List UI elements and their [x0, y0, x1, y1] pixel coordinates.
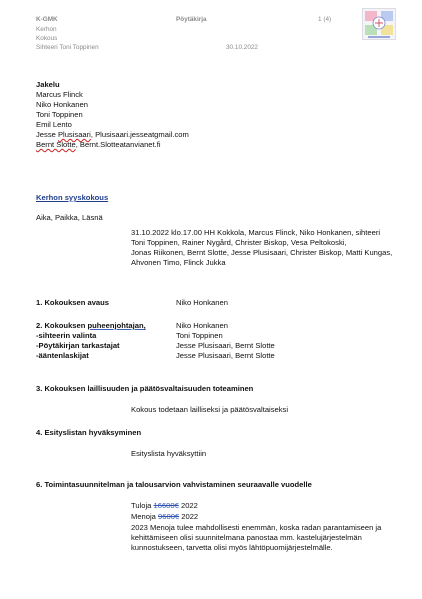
club-logo [362, 8, 396, 40]
item2-value: Niko Honkanen [176, 321, 228, 330]
header-secretary: Sihteeri Toni Toppinen [36, 44, 99, 51]
meeting-line4: Ahvonen Timo, Flinck Jukka [131, 258, 226, 267]
meeting-place-label: Aika, Paikka, Läsnä [36, 213, 103, 222]
item2-sub1-value: Toni Toppinen [176, 331, 223, 340]
header-line3: Kokous [36, 35, 58, 42]
meeting-line3: Jonas Riikonen, Bernt Slotte, Jesse Plusisaari, Christer Biskop, Matti Kungas, [131, 248, 393, 257]
item3-title: 3. Kokouksen laillisuuden ja päätösvaltaisuuden toteaminen [36, 384, 254, 393]
item6-title: 6. Toimintasuunnitelman ja talousarvion vahvistaminen seuraavalle vuodelle [36, 480, 312, 489]
item2-sub1: -sihteerin valinta [36, 331, 97, 340]
item2-sub2-value: Jesse Plusisaari, Bernt Slotte [176, 341, 275, 350]
distribution-name: Emil Lento [36, 120, 72, 129]
item6-note-line2: kehittämiseen olisi suunnitelmana panostaa mm. kastelujärjestelmän [131, 533, 362, 542]
item6-note-line3: kunnostukseen, tarvetta olisi myös lähtöpuomijärjestelmälle. [131, 543, 333, 552]
meeting-line1: 31.10.2022 klo.17.00 HH Kokkola, Marcus Flinck, Niko Honkanen, sihteeri [131, 228, 381, 237]
header-org: K-GMK [36, 16, 58, 23]
item2-sub3: -ääntenlaskijat [36, 351, 89, 360]
distribution-name: Marcus Flinck [36, 90, 83, 99]
item1-title: 1. Kokouksen avaus [36, 298, 110, 307]
distribution-jesse: Jesse Plusisaari, Plusisaari.jesseatgmail.com [36, 130, 189, 139]
item3-value: Kokous todetaan lailliseksi ja päätösvaltaiseksi [131, 405, 289, 414]
distribution-heading: Jakelu [36, 80, 60, 89]
meeting-title: Kerhon syyskokous [36, 193, 109, 202]
distribution-bernt: Bernt Slotte, Bernt.Slotteatanvianet.fi [36, 140, 161, 149]
item6-note-line1: 2023 Menoja tulee mahdollisesti enemmän, koska radan parantamiseen ja [131, 523, 382, 532]
item4-title: 4. Esityslistan hyväksyminen [36, 428, 142, 437]
item6-menoja: Menoja 9600€ 2022 [131, 512, 199, 521]
item2-title: 2. Kokouksen puheenjohtajan, [36, 321, 146, 330]
item6-tuloja: Tuloja 16600€ 2022 [131, 501, 198, 510]
header-date: 30.10.2022 [226, 44, 258, 51]
item4-value: Esityslista hyväksyttiin [131, 449, 207, 458]
distribution-name: Niko Honkanen [36, 100, 88, 109]
distribution-name: Toni Toppinen [36, 110, 83, 119]
meeting-line2: Toni Toppinen, Rainer Nygård, Christer Biskop, Vesa Peltokoski, [131, 238, 347, 247]
header-doc-type: Pöytäkirja [176, 16, 207, 23]
header-page-number: 1 (4) [318, 16, 332, 23]
item2-sub2: -Pöytäkirjan tarkastajat [36, 341, 120, 350]
header-line2: Kerhon [36, 26, 57, 33]
item1-value: Niko Honkanen [176, 298, 228, 307]
item2-sub3-value: Jesse Plusisaari, Bernt Slotte [176, 351, 275, 360]
